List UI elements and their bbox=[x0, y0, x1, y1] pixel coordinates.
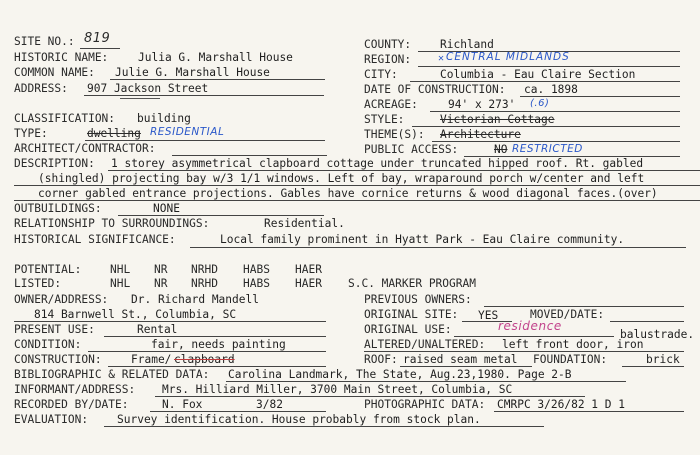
style-label: STYLE: bbox=[364, 113, 405, 126]
historical-significance-label: HISTORICAL SIGNIFICANCE: bbox=[14, 233, 176, 246]
photographic-data-label: PHOTOGRAPHIC DATA: bbox=[364, 398, 486, 411]
historical-significance-value: Local family prominent in Hyatt Park - Eau Claire community. bbox=[220, 233, 625, 246]
construction-value: Frame/ bbox=[131, 353, 172, 366]
historic-name-value: Julia G. Marshall House bbox=[138, 51, 293, 64]
potential-haer: HAER bbox=[295, 263, 322, 276]
description-line-1: 1 storey asymmetrical clapboard cottage under truncated hipped roof. Rt. gabled bbox=[111, 157, 644, 170]
acreage-label: ACREAGE: bbox=[364, 98, 418, 111]
original-site-value: YES bbox=[478, 309, 499, 322]
listed-haer: HAER bbox=[295, 277, 322, 290]
site-no-value: 819 bbox=[84, 31, 111, 46]
common-name-label: COMMON NAME: bbox=[14, 66, 95, 79]
outbuildings-label: OUTBUILDINGS: bbox=[14, 202, 102, 215]
region-check-mark: ✕ bbox=[438, 53, 445, 64]
informant-label: INFORMANT/ADDRESS: bbox=[14, 383, 136, 396]
potential-nr: NR bbox=[154, 263, 168, 276]
original-use-overflow: balustrade. bbox=[620, 328, 695, 341]
county-label: COUNTY: bbox=[364, 38, 412, 51]
original-use-label: ORIGINAL USE: bbox=[364, 323, 452, 336]
evaluation-label: EVALUATION: bbox=[14, 413, 89, 426]
listed-nr: NR bbox=[154, 277, 168, 290]
condition-label: CONDITION: bbox=[14, 338, 82, 351]
county-value: Richland bbox=[440, 38, 494, 51]
potential-nrhd: NRHD bbox=[191, 263, 218, 276]
date-of-construction-label: DATE OF CONSTRUCTION: bbox=[364, 83, 506, 96]
original-use-handwritten-value: residence bbox=[498, 319, 562, 333]
public-access-handwritten-value: RESTRICTED bbox=[512, 143, 583, 155]
owner-name-value: Dr. Richard Mandell bbox=[131, 293, 259, 306]
type-handwritten-value: RESIDENTIAL bbox=[150, 126, 225, 138]
public-access-label: PUBLIC ACCESS: bbox=[364, 143, 459, 156]
acreage-value: 94' x 273' bbox=[448, 98, 516, 111]
address-value: 907 Jackson Street bbox=[87, 82, 209, 95]
site-no-label: SITE NO.: bbox=[14, 35, 75, 48]
region-handwritten-value: CENTRAL MIDLANDS bbox=[446, 51, 570, 63]
recorded-by-label: RECORDED BY/DATE: bbox=[14, 398, 129, 411]
altered-value: left front door, iron bbox=[502, 338, 644, 351]
foundation-value: brick bbox=[646, 353, 680, 366]
city-value: Columbia - Eau Claire Section bbox=[440, 68, 636, 81]
region-label: REGION: bbox=[364, 53, 412, 66]
construction-label: CONSTRUCTION: bbox=[14, 353, 102, 366]
owner-address-value: 814 Barnwell St., Columbia, SC bbox=[34, 308, 237, 321]
classification-value: building bbox=[137, 112, 191, 125]
evaluation-value: Survey identification. House probably from stock plan. bbox=[117, 413, 481, 426]
acreage-handwritten-value: (.6) bbox=[530, 98, 550, 109]
relationship-value: Residential. bbox=[264, 217, 345, 230]
altered-label: ALTERED/UNALTERED: bbox=[364, 338, 486, 351]
sc-marker-program: S.C. MARKER PROGRAM bbox=[348, 277, 476, 290]
style-struck-value: Victorian Cottage bbox=[440, 113, 555, 126]
type-struck-value: dwelling bbox=[87, 127, 141, 140]
outbuildings-value: NONE bbox=[153, 202, 180, 215]
owner-address-label: OWNER/ADDRESS: bbox=[14, 293, 109, 306]
potential-habs: HABS bbox=[243, 263, 270, 276]
public-access-struck-value: NO bbox=[494, 143, 508, 156]
moved-date-label: MOVED/DATE: bbox=[530, 308, 605, 321]
description-line-2: (shingled) projecting bay w/3 1/1 windows. Left of bay, wraparound porch w/center and left bbox=[38, 172, 645, 185]
description-label: DESCRIPTION: bbox=[14, 157, 95, 170]
recorded-by-value: N. Fox bbox=[162, 398, 203, 411]
previous-owners-label: PREVIOUS OWNERS: bbox=[364, 293, 472, 306]
listed-habs: HABS bbox=[243, 277, 270, 290]
potential-nhl: NHL bbox=[110, 263, 131, 276]
roof-value: raised seam metal bbox=[403, 353, 518, 366]
classification-label: CLASSIFICATION: bbox=[14, 112, 116, 125]
bibliographic-label: BIBLIOGRAPHIC & RELATED DATA: bbox=[14, 368, 210, 381]
themes-struck-value: Architecture bbox=[440, 128, 521, 141]
type-label: TYPE: bbox=[14, 127, 48, 140]
listed-nrhd: NRHD bbox=[191, 277, 218, 290]
bibliographic-value: Carolina Landmark, The State, Aug.23,1980. Page 2-B bbox=[228, 368, 572, 381]
original-site-label: ORIGINAL SITE: bbox=[364, 308, 459, 321]
listed-nhl: NHL bbox=[110, 277, 131, 290]
roof-label: ROOF: bbox=[364, 353, 398, 366]
recorded-date-value: 3/82 bbox=[256, 398, 283, 411]
architect-label: ARCHITECT/CONTRACTOR: bbox=[14, 142, 156, 155]
construction-struck-value: clapboard bbox=[174, 353, 235, 366]
photographic-data-value: CMRPC 3/26/82 1 D 1 bbox=[497, 398, 625, 411]
present-use-label: PRESENT USE: bbox=[14, 323, 95, 336]
common-name-value: Julie G. Marshall House bbox=[115, 66, 270, 79]
informant-value: Mrs. Hilliard Miller, 3700 Main Street, Columbia, SC bbox=[162, 383, 513, 396]
historic-name-label: HISTORIC NAME: bbox=[14, 51, 109, 64]
address-label: ADDRESS: bbox=[14, 82, 68, 95]
relationship-label: RELATIONSHIP TO SURROUNDINGS: bbox=[14, 217, 210, 230]
foundation-label: FOUNDATION: bbox=[533, 353, 608, 366]
themes-label: THEME(S): bbox=[364, 128, 425, 141]
date-of-construction-value: ca. 1898 bbox=[524, 83, 578, 96]
city-label: CITY: bbox=[364, 68, 398, 81]
potential-label: POTENTIAL: bbox=[14, 263, 82, 276]
condition-value: fair, needs painting bbox=[151, 338, 286, 351]
description-line-3: corner gabled entrance projections. Gables have cornice returns & wood diagonal faces.(over) bbox=[38, 187, 658, 200]
present-use-value: Rental bbox=[137, 323, 178, 336]
listed-label: LISTED: bbox=[14, 277, 62, 290]
